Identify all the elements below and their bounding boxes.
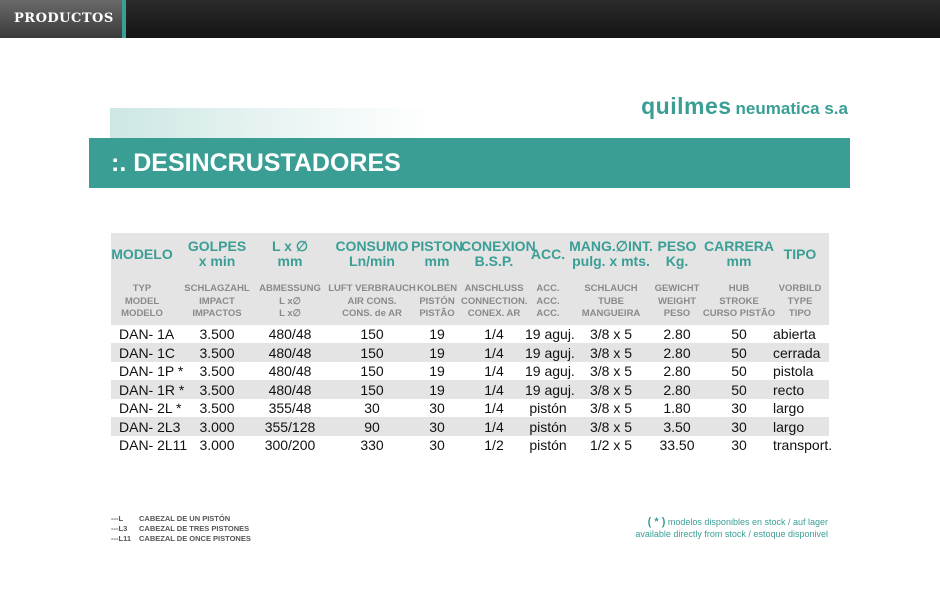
table-row [111,399,829,417]
cell-lxd: 480/48 [268,381,312,398]
col-header-tipo: TIPO [783,246,817,262]
stock-note-line1: modelos disponibles en stock / auf lager [667,517,828,527]
cell-conexion: 1/4 [484,344,504,361]
cell-lxd: 355/48 [268,400,312,416]
top-bar [0,0,940,38]
col-subheader-modelo: TYP MODEL MODELO [121,283,163,319]
cell-manguera: 3/8 x 5 [589,381,633,398]
cell-acc: 19 aguj. [525,363,575,379]
cell-lxd: 480/48 [268,326,312,342]
table-row [111,344,829,362]
col-subheader-golpes: SCHLAGZAHL IMPACT IMPACTOS [184,283,250,319]
cell-modelo: DAN- 1A [119,326,175,342]
cell-golpes: 3.000 [199,437,235,453]
col-subheader-lxd: ABMESSUNG L x∅ L x∅ [259,283,321,319]
table-subheader-row [111,283,829,325]
cell-golpes: 3.500 [199,326,235,342]
cell-consumo: 90 [364,418,380,435]
cell-peso: 2.80 [663,344,691,361]
cell-peso: 2.80 [663,326,691,342]
col-header-consumo: CONSUMO Ln/min [335,238,409,269]
cell-piston: 19 [429,344,445,361]
cell-tipo: largo [773,400,805,416]
col-header-golpes: GOLPES x min [187,238,247,269]
legend-text: CABEZAL DE UN PISTÓN [139,514,231,523]
cell-modelo: DAN- 2L3 [119,418,181,435]
cell-acc: 19 aguj. [525,326,575,342]
cell-tipo: largo [773,418,805,435]
col-subheader-conexion: ANSCHLUSS CONNECTION. CONEX. AR [461,283,528,319]
cell-consumo: 150 [360,381,384,398]
cell-lxd: 480/48 [268,363,312,379]
cell-acc: pistón [529,400,567,416]
col-header-acc: ACC. [530,246,566,262]
legend-line [111,534,251,544]
legend-line [111,514,251,524]
cell-conexion: 1/4 [484,381,504,398]
cell-peso: 2.80 [663,363,691,379]
cell-acc: 19 aguj. [525,344,575,361]
brand-rest: neumatica s.a [735,99,848,118]
legend-line [111,524,251,534]
cell-golpes: 3.500 [199,363,235,379]
cell-piston: 19 [429,381,445,398]
cell-tipo: transport. [773,437,833,453]
cell-modelo: DAN- 2L * [119,400,182,416]
cell-tipo: recto [773,381,805,398]
col-subheader-carrera: HUB STROKE CURSO PISTÃO [702,283,776,319]
col-header-peso: PESO Kg. [657,238,697,269]
table-row [111,362,829,380]
cell-peso: 1.80 [663,400,691,416]
cell-manguera: 3/8 x 5 [589,326,633,342]
cell-carrera: 50 [731,363,747,379]
cell-modelo: DAN- 1P * [119,363,184,379]
legend-notes [111,514,251,544]
cell-modelo: DAN- 2L11 [119,437,188,453]
cell-conexion: 1/2 [484,437,504,453]
table-header-row [111,239,829,289]
cell-piston: 30 [429,400,445,416]
cell-peso: 3.50 [663,418,691,435]
col-subheader-piston: KOLBEN PISTÓN PISTÃO [416,283,458,319]
cell-piston: 19 [429,326,445,342]
cell-piston: 30 [429,418,445,435]
cell-peso: 2.80 [663,381,691,398]
cell-conexion: 1/4 [484,363,504,379]
brand-name: quilmes [641,93,732,119]
legend-text: CABEZAL DE ONCE PISTONES [139,534,251,543]
cell-manguera: 3/8 x 5 [589,344,633,361]
cell-conexion: 1/4 [484,326,504,342]
tab-productos[interactable]: PRODUCTOS [0,0,126,38]
cell-acc: pistón [529,437,567,453]
cell-carrera: 50 [731,344,747,361]
cell-manguera: 3/8 x 5 [589,400,633,416]
cell-carrera: 30 [731,400,747,416]
cell-golpes: 3.500 [199,400,235,416]
table-row [111,436,833,454]
stock-notes [635,516,828,540]
cell-modelo: DAN- 1C [119,344,176,361]
cell-golpes: 3.000 [199,418,235,435]
cell-tipo: pistola [773,363,814,379]
col-header-manguera: MANG.∅INT. pulg. x mts. [569,238,653,269]
col-header-piston: PISTON mm [411,238,463,269]
table-row [111,381,829,399]
cell-lxd: 300/200 [264,437,316,453]
legend-key: ---L11 [111,534,132,543]
cell-consumo: 150 [360,344,384,361]
legend-key: ---L [111,514,124,523]
title-decoration [110,108,430,138]
cell-manguera: 3/8 x 5 [589,418,633,435]
cell-piston: 19 [429,363,445,379]
legend-text: CABEZAL DE TRES PISTONES [139,524,250,533]
cell-modelo: DAN- 1R * [119,381,185,398]
cell-conexion: 1/4 [484,400,504,416]
cell-golpes: 3.500 [199,344,235,361]
cell-carrera: 50 [731,326,747,342]
cell-peso: 33.50 [659,437,695,453]
cell-consumo: 150 [360,363,384,379]
col-header-conexion: CONEXION B.S.P. [461,238,536,269]
cell-lxd: 355/128 [264,418,316,435]
cell-manguera: 1/2 x 5 [589,437,633,453]
cell-consumo: 330 [360,437,384,453]
col-subheader-manguera: SCHLAUCH TUBE MANGUEIRA [581,283,641,319]
section-title: :. DESINCRUSTADORES [89,138,850,188]
cell-carrera: 30 [731,437,747,453]
asterisk-mark: ( * ) [647,516,666,528]
stock-note-line2: available directly from stock / estoque disponivel [635,529,828,539]
col-header-modelo: MODELO [111,246,173,262]
col-subheader-tipo: VORBILD TYPE TIPO [778,283,822,319]
col-header-carrera: CARRERA mm [704,238,774,269]
brand-logo [641,93,848,120]
cell-consumo: 30 [364,400,380,416]
table-row [111,325,829,343]
cell-lxd: 480/48 [268,344,312,361]
cell-acc: pistón [529,418,567,435]
col-subheader-peso: GEWICHT WEIGHT PESO [654,283,700,319]
table-row [111,418,829,436]
col-subheader-acc: ACC. ACC. ACC. [536,283,560,319]
cell-tipo: cerrada [773,344,821,361]
cell-tipo: abierta [773,326,816,342]
col-subheader-consumo: LUFT VERBRAUCH AIR CONS. CONS. de AR [328,283,416,319]
cell-consumo: 150 [360,326,384,342]
cell-carrera: 30 [731,418,747,435]
cell-piston: 30 [429,437,445,453]
cell-golpes: 3.500 [199,381,235,398]
cell-conexion: 1/4 [484,418,504,435]
legend-key: ---L3 [111,524,128,533]
col-header-lxd: L x ∅ mm [271,238,309,269]
cell-acc: 19 aguj. [525,381,575,398]
cell-carrera: 50 [731,381,747,398]
product-table [111,233,833,453]
cell-manguera: 3/8 x 5 [589,363,633,379]
